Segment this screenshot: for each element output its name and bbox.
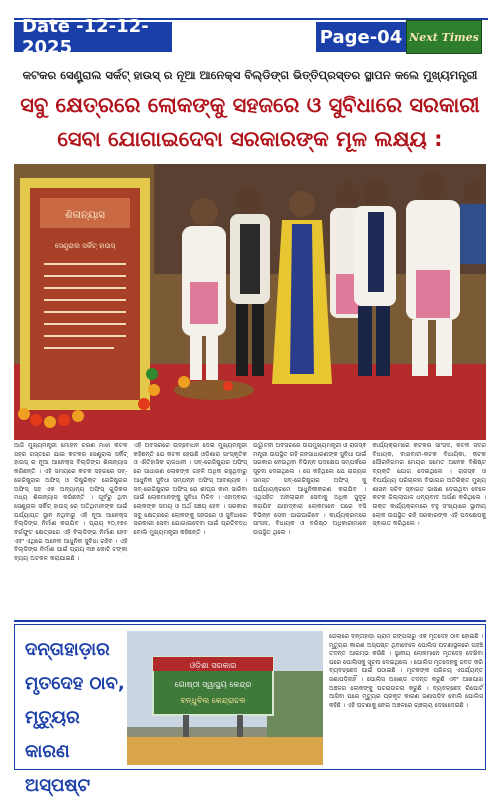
person-7 bbox=[460, 181, 486, 264]
sign-line-2: ଗୋଷ୍ଠୀ ସ୍ୱାସ୍ଥ୍ୟ କେନ୍ଦ୍ର bbox=[174, 680, 252, 689]
article-kicker: କଟକର ସେଣ୍ଟ୍ରାଲ ସର୍କଟ୍ ହାଉସ୍ ର ନୂଆ ଆନେକ୍ସ ବିଲ୍ଡିଙ୍ଗ ଭିତ୍ତିପ୍ରସ୍ତର ସ୍ଥାପନ କଲେ ମୁଖ୍ୟମନ୍ତ୍ରୀ bbox=[22, 67, 478, 82]
second-story-photo bbox=[127, 631, 323, 765]
tree bbox=[267, 671, 323, 741]
date-label: Date -12-12-2025 bbox=[14, 22, 172, 52]
section-divider bbox=[14, 620, 486, 622]
plaque-subtitle: ସେଣ୍ଟ୍ରାଲ ସର୍କିଟ୍ ହାଉସ୍ bbox=[54, 242, 116, 250]
logo-text: Next Times bbox=[409, 30, 479, 44]
second-story-body: ଜେଲାରେ ଦନ୍ତାହାଡ଼ା ଗ୍ରାମ ଜଙ୍ଗଲରୁ ଏକ ମୃତଦେହ ଠାବ ହୋଇଛି । ମୃତ୍ୟୁର କାରଣ ଅସ୍ପଷ୍ଟ ଥିବାବେଳେ ପୋଲିସ ଘଟଣାସ୍ଥଳରେ ପହଞ୍ଚି ତଦନ୍ତ ଆରମ୍ଭ କରିଛି । ସ୍ଥାନୀୟ ଲୋକମାନେ ମୃତଦେହ ଦେଖିବା ପରେ ପୋଲିସକୁ ସୂଚନା ଦେଇଥିଲେ । ପୋଲିସ ମୃତଦେହକୁ ଜବତ କରି ବ୍ୟବଚ୍ଛେଦ ପାଇଁ ପଠାଇଛି । ମୃତକଙ୍କ ପରିଚୟ ଏପର୍ଯ୍ୟନ୍ତ ଜଣାପଡ଼ିନାହିଁ । ପୋଲିସ ଅଖଣ୍ଡ ତଦନ୍ତ କରୁଛି ଏବଂ ଆଖପାଖ ଅଞ୍ଚଳର ଲୋକଙ୍କୁ ପଚରାଉଚରା କରୁଛି । ବ୍ୟବଚ୍ଛେଦ ରିପୋର୍ଟ ଆସିବା ପରେ ମୃତ୍ୟୁର ପ୍ରକୃତ କାରଣ ଜଣାପଡ଼ିବ ବୋଲି ପୋଲିସ କହିଛି । ଏହି ଘଟଣାକୁ ନେଇ ଅଞ୍ଚଳରେ ଚାଞ୍ଚଲ୍ୟ ଦେଖାଦେଇଛି । bbox=[329, 633, 483, 709]
second-story-box bbox=[14, 624, 486, 796]
second-story-headline: ଦନ୍ତାହାଡ଼ାର ମୃତଦେହ ଠାବ, ମୃତ୍ୟୁର କାରଣ ଅସ୍ପଷ୍ଟ bbox=[25, 639, 125, 796]
article-column-1: ଆଜି ମୁଖ୍ୟମନ୍ତ୍ରୀ ମୋହନ ଚରଣ ମାଝୀ କଟକ ସହର ଗସ୍ତରେ ଯାଇ କଟକର ସେଣ୍ଟ୍ରାଲ ସର୍କିଟ୍ ହାଉସ୍ ର ନୂଆ ଆନେକ୍ସ ବିଲ୍ଡିଙ୍ଗ ଶିଳାନ୍ୟାସ କରିଛନ୍ତି । ଏହି ସମୟରେ କଟକ ସହରରେ ସବ୍-ରେଜିଷ୍ଟ୍ରାର ଅଫିସ୍ ଓ ଡିଷ୍ଟ୍ରିକ୍ଟ ରେଜିଷ୍ଟ୍ରାର ଅଫିସ୍ ସହ ଏକ ଅନ୍ୟାନ୍ୟ ଅଫିସ୍ ଗୁଡ଼ିକର ମଧ୍ୟ ଶିଳାନ୍ୟାସ କରିଛନ୍ତି । ପୂର୍ବରୁ ଥିବା ସେଣ୍ଟ୍ରାଲ ସର୍କିଟ୍ ହାଉସ୍ ରେ ଅତିଥିମାନଙ୍କ ପାଇଁ ପର୍ଯ୍ୟାପ୍ତ ସ୍ଥାନ ନଥିବାରୁ ଏହି ନୂଆ ଆନେକ୍ସ ବିଲ୍ଡିଙ୍ଗ ନିର୍ମାଣ କରାଯିବ । ପ୍ରାୟ ୨୦,୧୭୫ ବର୍ଗଫୁଟ କ୍ଷେତ୍ରରେ ଏହି ବିଲ୍ଡିଙ୍ଗ ନିର୍ମାଣ ହେବ ଏବଂ ଏଥିରେ ଅନେକ ଆଧୁନିକ ସୁବିଧା ରହିବ । ଏହି ବିଲ୍ଡିଙ୍ଗ ନିର୍ମାଣ ପାଇଁ ପ୍ରାୟ ୩୭ କୋଟି ଟଙ୍କା ବ୍ୟୟ ଅଟକଳ କରାଯାଇଛି । bbox=[14, 442, 128, 563]
newspaper-logo bbox=[406, 20, 482, 54]
article-column-4: କାର୍ଯ୍ୟକ୍ରମରେ କଟକର ସାଂସଦ, କଟକ ସଦର ବିଧାୟକ, ବାରବାଟୀ-କଟକ ବିଧାୟିକା, କଟକ ପୌରନିଗମର ମେୟର ସମେତ ଅନେକ ବିଶିଷ୍ଟ ବ୍ୟକ୍ତି ଯୋଗ ଦେଇଥିଲେ । ରାଜସ୍ଵ ଓ ବିପର୍ଯ୍ୟୟ ପରିଚାଳନା ବିଭାଗର ଅତିରିକ୍ତ ମୁଖ୍ୟ ଶାସନ ସଚିବ ସ୍ଵାଗତ ଭାଷଣ ଦେଇଥିବା ବେଳେ କଟକ ଜିଲ୍ଲାପାଳ ଧନ୍ୟବାଦ ଅର୍ପଣ କରିଥିଲେ । ଉକ୍ତ କାର୍ଯ୍ୟକ୍ରମରେ ବହୁ ସଂଖ୍ୟାରେ ସ୍ଥାନୀୟ ଲୋକ ଉପସ୍ଥିତ ରହି ସରକାରଙ୍କ ଏହି ପଦକ୍ଷେପକୁ ସ୍ଵାଗତ କରିଥିଲେ । bbox=[372, 442, 486, 528]
plaque-title: ଶିଳାନ୍ୟାସ bbox=[65, 210, 105, 221]
article-headline: ସବୁ କ୍ଷେତ୍ରରେ ଲୋକଙ୍କୁ ସହଜରେ ଓ ସୁବିଧାରେ ସରକାରୀ ସେବା ଯୋଗାଇଦେବା ସରକାରଙ୍କ ମୂଳ ଲକ୍ଷ୍ୟ : bbox=[20, 93, 480, 151]
sign-line-3: ବନ୍ଧୁବିଲ କେନ୍ଦ୍ରାଚଳ bbox=[180, 696, 246, 705]
article-column-2: ଏହି ଅବସରରେ ଉଦ୍ବୋଧନ ଦେଇ ମୁଖ୍ୟମନ୍ତ୍ରୀ କହିଛନ୍ତି ଯେ କଟକ ହେଉଛି ଓଡ଼ିଶାର ସାଂସ୍କୃତିକ ଓ ଐତିହାସିକ ରାଜଧାନୀ । ସବ୍-ରେଜିଷ୍ଟ୍ରାର ଅଫିସ୍ ରେ ସାଧାରଣ ଲୋକଙ୍କ ଗହଳି ଅଧିକ ରହୁଥିବାରୁ ଆଧୁନିକ ସୁବିଧା ସମ୍ପନ୍ନ ଅଫିସ୍ ଆବଶ୍ୟକ । ସବ୍-ରେଜିଷ୍ଟ୍ରାର ଅଫିସ୍ ରେ ଶୀଘ୍ର କାମ ସାରିବା ପାଇଁ ଲୋକମାନଙ୍କୁ ସୁବିଧା ମିଳିବ । ଏହାଦ୍ଵାରା ଲୋକଙ୍କ ସମୟ ଓ ଅର୍ଥ ସଞ୍ଚୟ ହେବ । ସରକାର ସବୁ କ୍ଷେତ୍ରରେ ଲୋକଙ୍କୁ ସହଜରେ ଓ ସୁବିଧାରେ ସରକାରୀ ସେବା ଯୋଗାଇଦେବା ପାଇଁ ପ୍ରତିବଦ୍ଧ ବୋଲି ମୁଖ୍ୟମନ୍ତ୍ରୀ କହିଛନ୍ତି । bbox=[133, 442, 247, 537]
article-body bbox=[14, 442, 486, 618]
article-column-3: ଉଦ୍ଘାଟନୀ ଅବସରରେ ଉପମୁଖ୍ୟମନ୍ତ୍ରୀ ଓ ରାଜସ୍ଵ ମନ୍ତ୍ରୀ ଉପସ୍ଥିତ ରହି ଜନସାଧାରଣଙ୍କ ସୁବିଧା ପାଇଁ ସରକାର ନେଉଥିବା ବିଭିନ୍ନ ପଦକ୍ଷେପ ସମ୍ପର୍କରେ ସୂଚନା ଦେଇଥିଲେ । ସେ କହିଥିଲେ ଯେ ରାଜ୍ୟର ସମସ୍ତ ସବ୍-ରେଜିଷ୍ଟ୍ରାର ଅଫିସ୍ କୁ ପର୍ଯ୍ୟାୟକ୍ରମେ ଆଧୁନିକୀକରଣ କରାଯିବ । ଏଥିସହିତ ଅନଲାଇନ ସେବାକୁ ଅଧିକ ସୁଦୃଢ଼ କରାଯିବ ଯାହାଦ୍ଵାରା ଲୋକମାନେ ଘରେ ବସି ବିଭିନ୍ନ ସେବା ପାଇପାରିବେ । କାର୍ଯ୍ୟକ୍ରମରେ ସାଂସଦ, ବିଧାୟକ ଓ ବରିଷ୍ଠ ଅଧିକାରୀମାନେ ଉପସ୍ଥିତ ଥିଲେ । bbox=[253, 442, 367, 537]
health-centre-illustration bbox=[127, 631, 323, 765]
boundary-wall bbox=[127, 737, 323, 765]
ceremony-illustration bbox=[14, 164, 486, 440]
page-number: Page-04 bbox=[316, 22, 406, 52]
article-photo bbox=[14, 164, 486, 440]
sign-line-1: ଓଡ଼ିଶା ସରକାର bbox=[189, 661, 237, 670]
